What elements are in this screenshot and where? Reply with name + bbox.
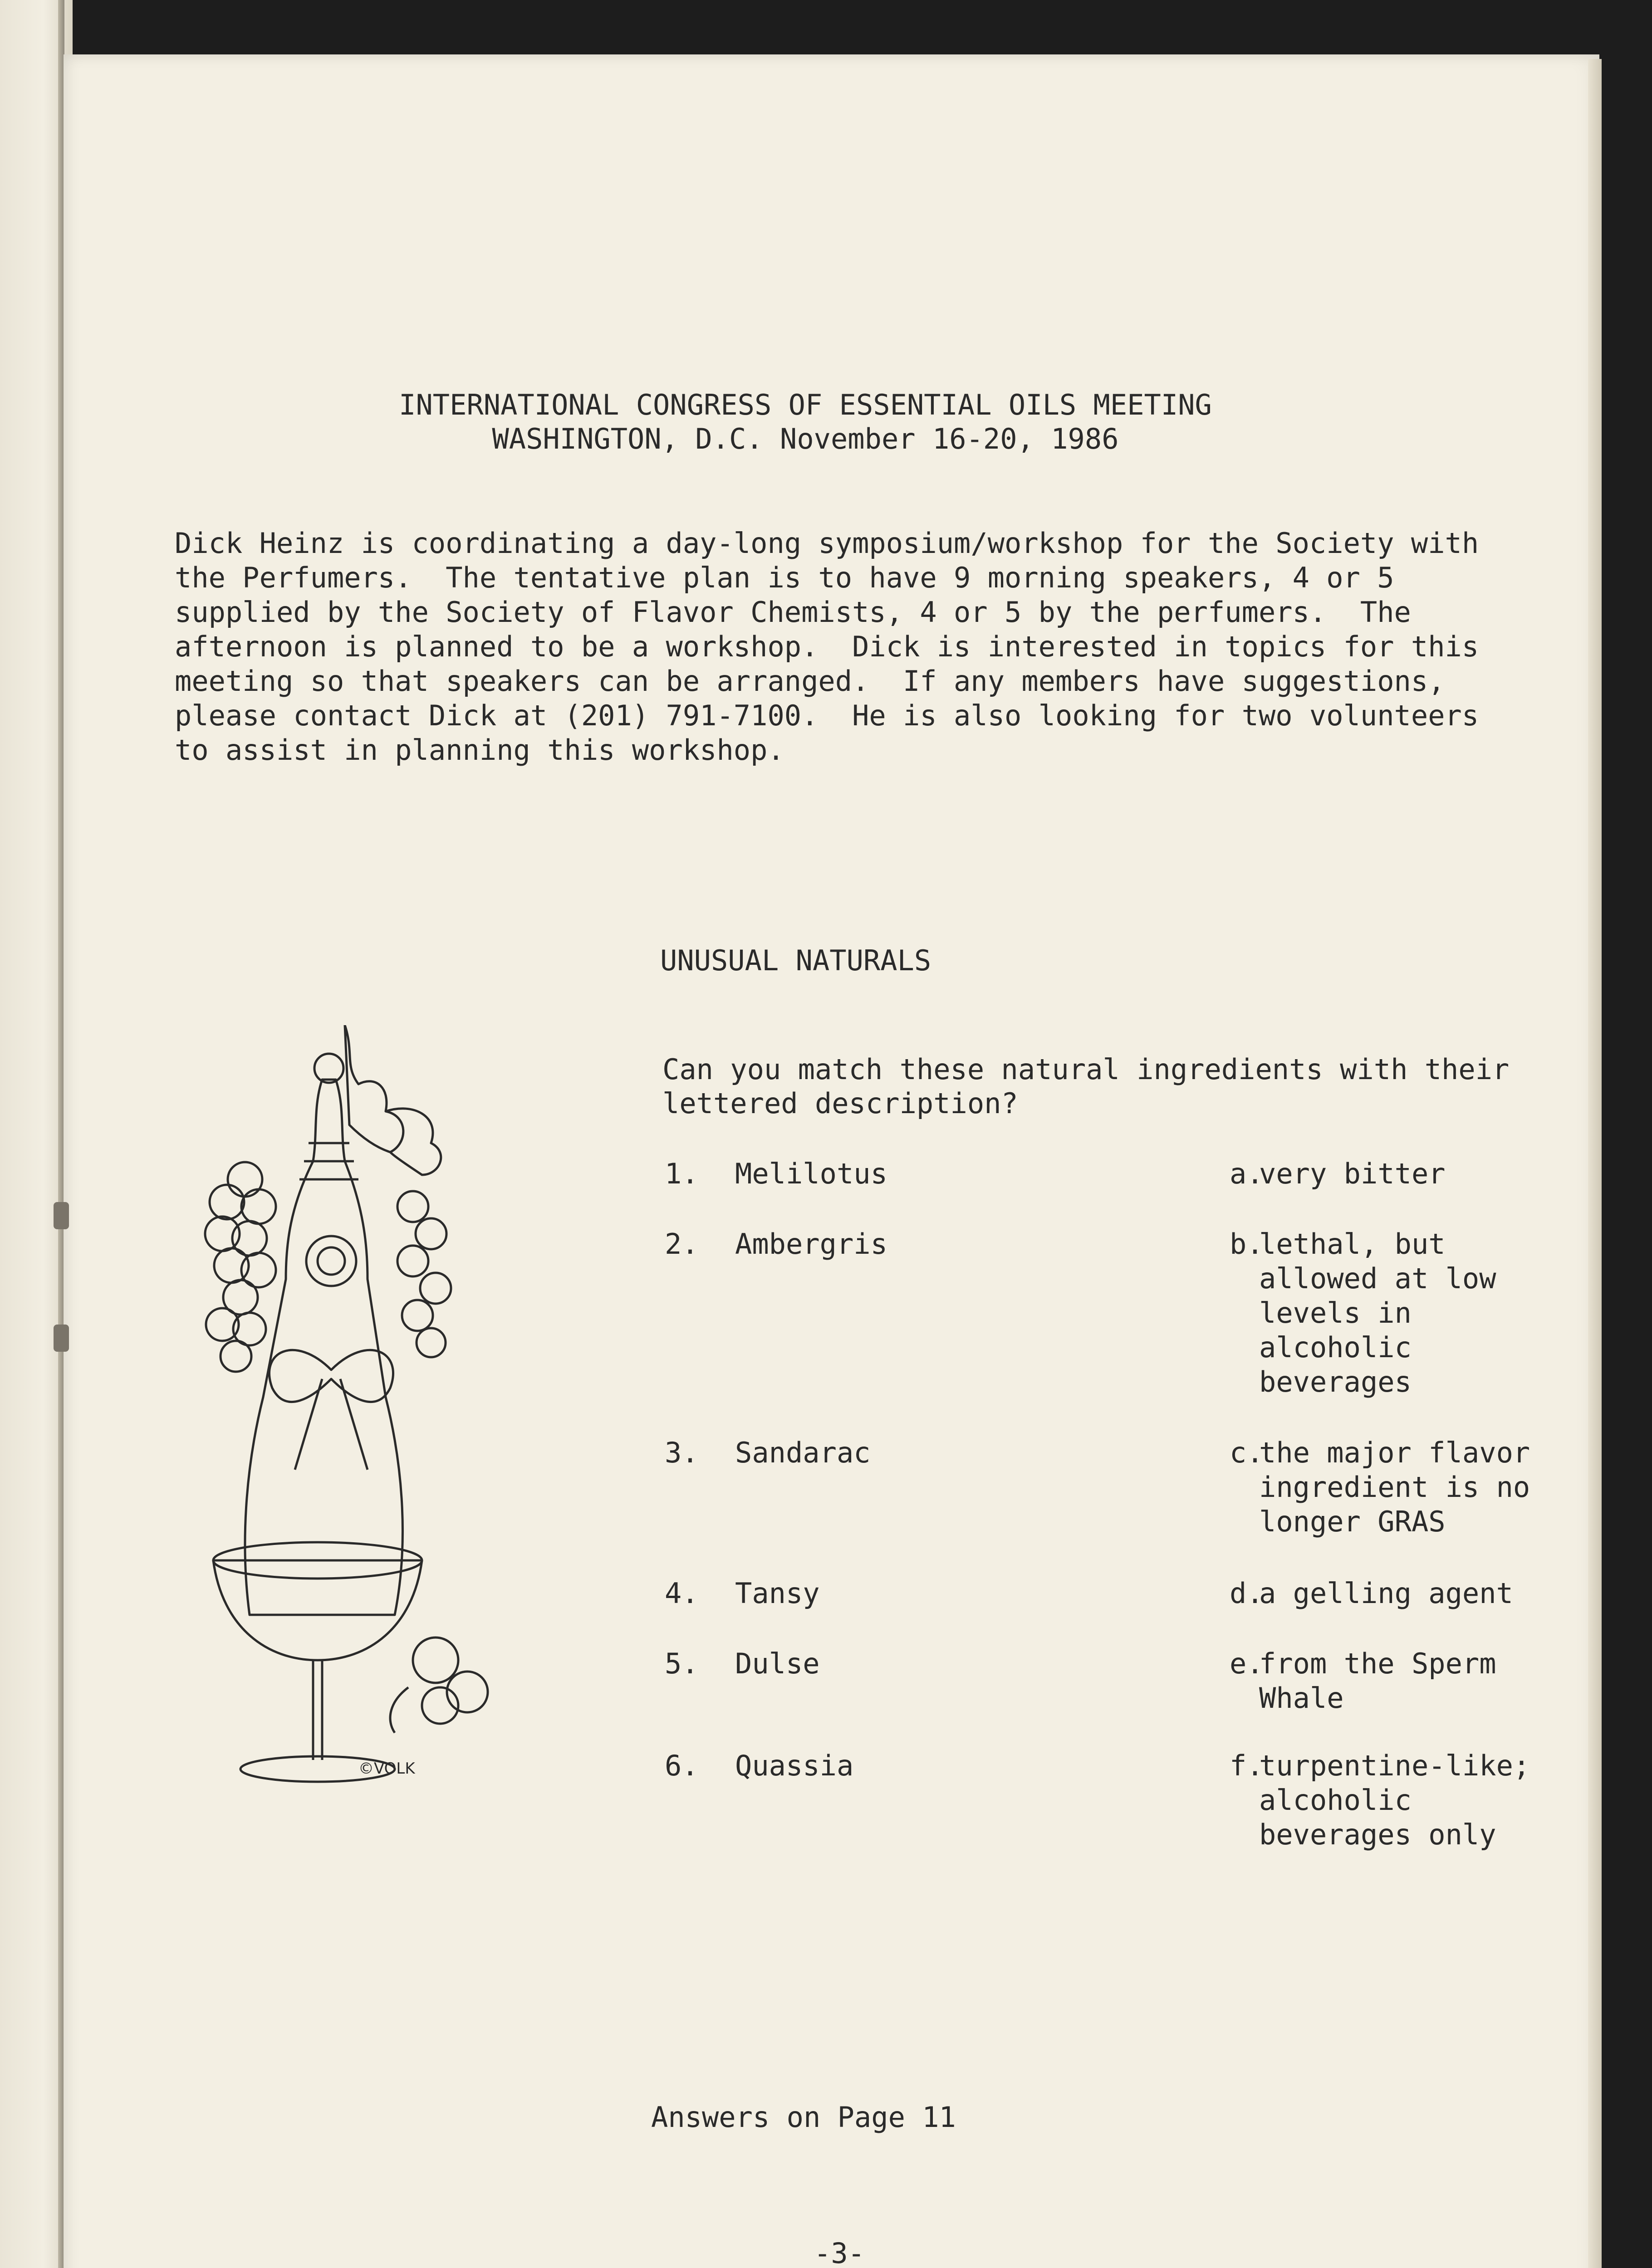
description-letter: b. — [1230, 1227, 1264, 1261]
glass-stem — [313, 1660, 322, 1760]
paragraph-line: to assist in planning this workshop. — [175, 733, 784, 767]
quiz-question-line1: Can you match these natural ingredients with their — [662, 1053, 1510, 1086]
description-letter: c. — [1230, 1436, 1264, 1469]
description-line: alcoholic — [1259, 1331, 1412, 1364]
quiz-item-name: Melilotus — [735, 1157, 887, 1190]
description-line: very bitter — [1259, 1157, 1446, 1190]
description-line: ingredient is no — [1259, 1471, 1530, 1504]
grape-cluster — [205, 1162, 451, 1372]
bottle-grapes-illustration — [195, 1025, 504, 1805]
description-letter: d. — [1230, 1577, 1264, 1610]
staple-top — [54, 1202, 69, 1229]
description-line: longer GRAS — [1259, 1505, 1446, 1538]
leaf-right — [386, 1109, 441, 1175]
answers-note: Answers on Page 11 — [651, 2101, 956, 2134]
description-line: beverages only — [1259, 1818, 1496, 1851]
quiz-item-number: 1. — [665, 1157, 699, 1190]
description-line: turpentine-like; — [1259, 1749, 1530, 1782]
staple-bottom — [54, 1325, 69, 1352]
description-line: a gelling agent — [1259, 1577, 1513, 1610]
quiz-item-name: Tansy — [735, 1577, 820, 1610]
quiz-heading: UNUSUAL NATURALS — [660, 944, 931, 977]
meeting-title-line2: WASHINGTON, D.C. November 16-20, 1986 — [492, 422, 1119, 455]
flower — [413, 1637, 458, 1683]
quiz-item-number: 6. — [665, 1749, 699, 1782]
illustration-signature: ©VOLK — [358, 1760, 415, 1778]
meeting-title-line1: INTERNATIONAL CONGRESS OF ESSENTIAL OILS MEETING — [399, 388, 1212, 421]
quiz-item-number: 4. — [665, 1577, 699, 1610]
description-line: allowed at low — [1259, 1262, 1496, 1295]
bottle-medallion — [306, 1236, 356, 1286]
description-letter: f. — [1230, 1749, 1264, 1782]
paragraph-line: meeting so that speakers can be arranged. If any members have suggestions, — [175, 665, 1445, 698]
quiz-question-line2: lettered description? — [662, 1087, 1018, 1120]
quiz-item-number: 3. — [665, 1436, 699, 1469]
paragraph-line: Dick Heinz is coordinating a day-long symposium/workshop for the Society with — [175, 527, 1479, 560]
description-line: levels in — [1259, 1296, 1412, 1330]
quiz-item-number: 2. — [665, 1227, 699, 1261]
quiz-item-name: Quassia — [735, 1749, 854, 1782]
description-line: lethal, but — [1259, 1227, 1446, 1261]
description-letter: e. — [1230, 1647, 1264, 1680]
page-edge — [1588, 59, 1602, 2268]
description-line: beverages — [1259, 1365, 1412, 1398]
description-line: the major flavor — [1259, 1436, 1530, 1469]
bottle-bow — [270, 1350, 393, 1470]
description-line: alcoholic — [1259, 1784, 1412, 1817]
paragraph-line: supplied by the Society of Flavor Chemists, 4 or 5 by the perfumers. The — [175, 596, 1411, 629]
page-number: -3- — [814, 2237, 865, 2268]
description-line: from the Sperm — [1259, 1647, 1496, 1680]
quiz-item-name: Dulse — [735, 1647, 820, 1680]
description-line: Whale — [1259, 1681, 1344, 1715]
paragraph-line: the Perfumers. The tentative plan is to have 9 morning speakers, 4 or 5 — [175, 561, 1394, 594]
quiz-item-name: Ambergris — [735, 1227, 887, 1261]
quiz-item-number: 5. — [665, 1647, 699, 1680]
glass-bowl — [213, 1560, 422, 1660]
bottle-cap — [314, 1054, 343, 1083]
paragraph-line: afternoon is planned to be a workshop. Dick is interested in topics for this — [175, 630, 1479, 663]
leaf-top — [345, 1025, 403, 1152]
bottle-body — [245, 1080, 402, 1615]
paragraph-line: please contact Dick at (201) 791-7100. He is also looking for two volunteers — [175, 699, 1479, 732]
description-letter: a. — [1230, 1157, 1264, 1190]
quiz-item-name: Sandarac — [735, 1436, 871, 1469]
